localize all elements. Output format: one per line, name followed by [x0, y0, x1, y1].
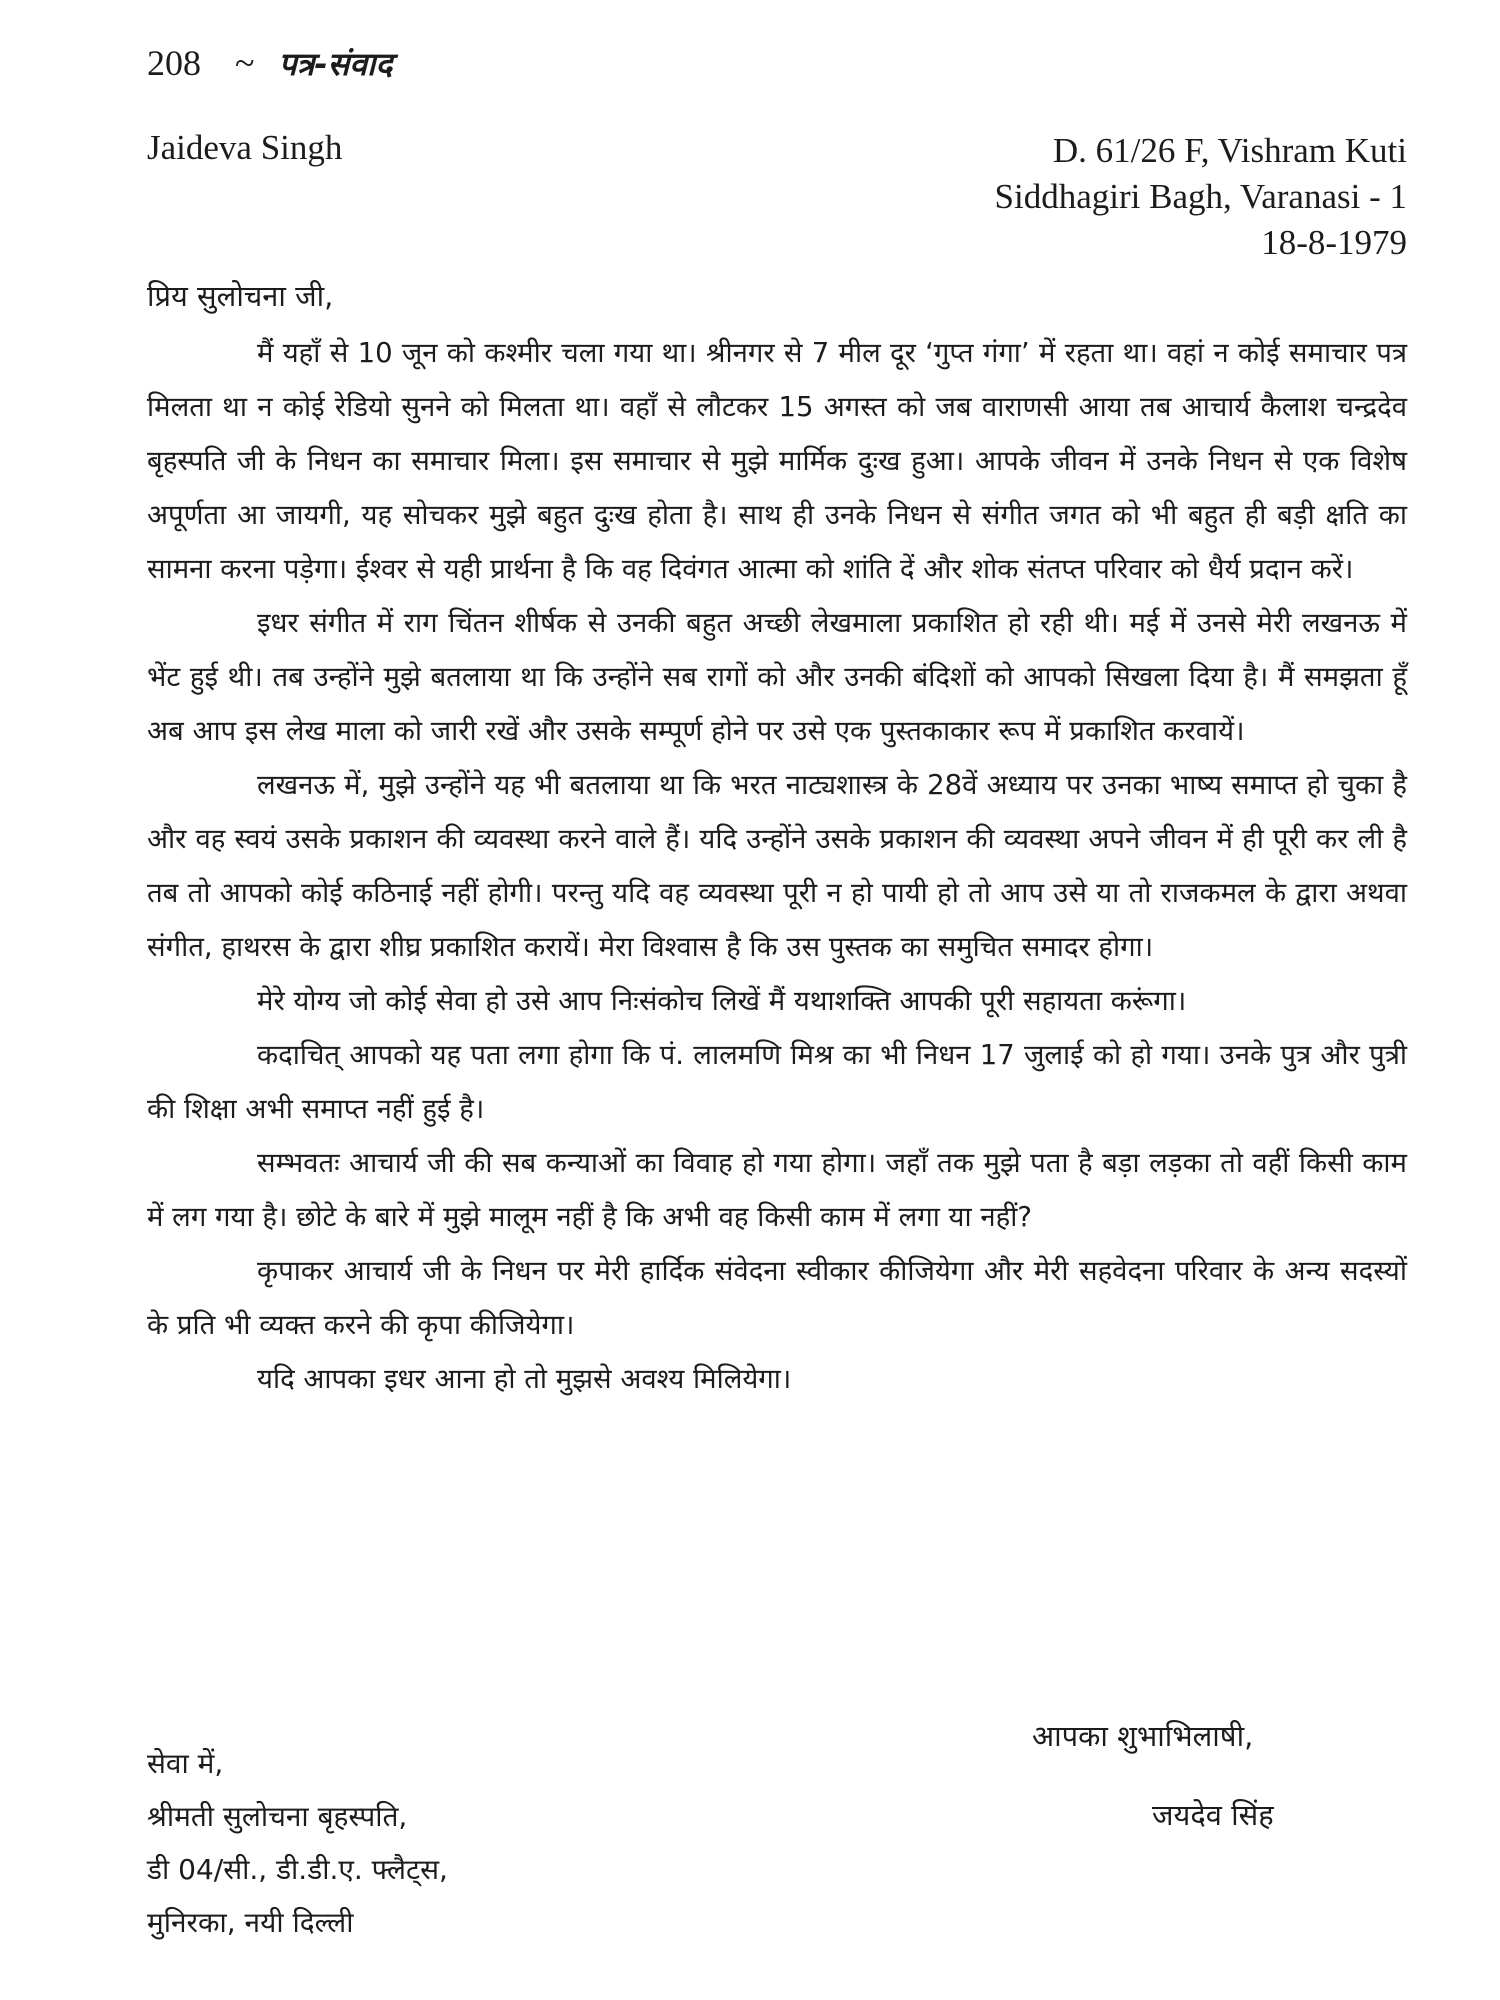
letter-body	[147, 326, 1407, 1406]
paragraph: यदि आपका इधर आना हो तो मुझसे अवश्य मिलियेगा।	[257, 1363, 792, 1395]
sender-name: Jaideva Singh	[147, 128, 343, 167]
recipient-address	[147, 1737, 448, 1949]
page-number: 208	[147, 43, 201, 83]
recipient-line-1: सेवा में,	[147, 1747, 224, 1780]
paragraph: सम्भवतः आचार्य जी की सब कन्याओं का विवाह हो गया होगा। जहाँ तक मुझे पता है बड़ा लड़का तो वहीं किसी काम में लग गया है। छोटे के बारे में मुझे मालूम नहीं है कि अभी वह किसी काम में लगा या नहीं?	[147, 1147, 1407, 1233]
signature: जयदेव सिंह	[1152, 1798, 1274, 1832]
book-title: पत्र-संवाद	[278, 45, 393, 83]
address-line-1: D. 61/26 F, Vishram Kuti	[1052, 131, 1407, 170]
address-line-2: Siddhagiri Bagh, Varanasi - 1	[994, 177, 1407, 216]
recipient-line-2: श्रीमती सुलोचना बृहस्पति,	[147, 1800, 408, 1833]
page-header	[147, 42, 392, 85]
paragraph: मैं यहाँ से 10 जून को कश्मीर चला गया था। श्रीनगर से 7 मील दूर ‘गुप्त गंगा’ में रहता था। वहां न कोई समाचार पत्र मिलता था न कोई रेडियो सुनने को मिलता था। वहाँ से लौटकर 15 अगस्त को जब वाराणसी आया तब आचार्य कैलाश चन्द्रदेव बृहस्पति जी के निधन का समाचार मिला। इस समाचार से मुझे मार्मिक दुःख हुआ। आपके जीवन में उनके निधन से एक विशेष अपूर्णता आ जायगी, यह सोचकर मुझे बहुत दुःख होता है। साथ ही उनके निधन से संगीत जगत को भी बहुत ही बड़ी क्षति का सामना करना पड़ेगा। ईश्वर से यही प्रार्थना है कि वह दिवंगत आत्मा को शांति दें और शोक संतप्त परिवार को धैर्य प्रदान करें।	[147, 337, 1407, 585]
letter-date: 18-8-1979	[1261, 223, 1407, 262]
salutation: प्रिय सुलोचना जी,	[147, 279, 334, 313]
paragraph: इधर संगीत में राग चिंतन शीर्षक से उनकी बहुत अच्छी लेखमाला प्रकाशित हो रही थी। मई में उनसे मेरी लखनऊ में भेंट हुई थी। तब उन्होंने मुझे बतलाया था कि उन्होंने सब रागों को और उनकी बंदिशों को आपको सिखला दिया है। मैं समझता हूँ अब आप इस लेख माला को जारी रखें और उसके सम्पूर्ण होने पर उसे एक पुस्तकाकार रूप में प्रकाशित करवायें।	[147, 607, 1407, 747]
paragraph: कृपाकर आचार्य जी के निधन पर मेरी हार्दिक संवेदना स्वीकार कीजियेगा और मेरी सहवेदना परिवार के अन्य सदस्यों के प्रति भी व्यक्त करने की कृपा कीजियेगा।	[147, 1255, 1407, 1341]
closing: आपका शुभाभिलाषी,	[1032, 1719, 1254, 1753]
recipient-line-4: मुनिरका, नयी दिल्ली	[147, 1906, 354, 1939]
header-separator: ~	[235, 43, 255, 83]
sender-address	[995, 128, 1407, 266]
paragraph: लखनऊ में, मुझे उन्होंने यह भी बतलाया था कि भरत नाट्यशास्त्र के 28वें अध्याय पर उनका भाष्य समाप्त हो चुका है और वह स्वयं उसके प्रकाशन की व्यवस्था करने वाले हैं। यदि उन्होंने उसके प्रकाशन की व्यवस्था अपने जीवन में ही पूरी कर ली है तब तो आपको कोई कठिनाई नहीं होगी। परन्तु यदि वह व्यवस्था पूरी न हो पायी हो तो आप उसे या तो राजकमल के द्वारा अथवा संगीत, हाथरस के द्वारा शीघ्र प्रकाशित करायें। मेरा विश्वास है कि उस पुस्तक का समुचित समादर होगा।	[147, 769, 1407, 963]
paragraph: कदाचित् आपको यह पता लगा होगा कि पं. लालमणि मिश्र का भी निधन 17 जुलाई को हो गया। उनके पुत्र और पुत्री की शिक्षा अभी समाप्त नहीं हुई है।	[147, 1039, 1407, 1125]
recipient-line-3: डी 04/सी., डी.डी.ए. फ्लैट्स,	[147, 1853, 448, 1886]
paragraph: मेरे योग्य जो कोई सेवा हो उसे आप निःसंकोच लिखें मैं यथाशक्ति आपकी पूरी सहायता करूंगा।	[257, 985, 1187, 1017]
